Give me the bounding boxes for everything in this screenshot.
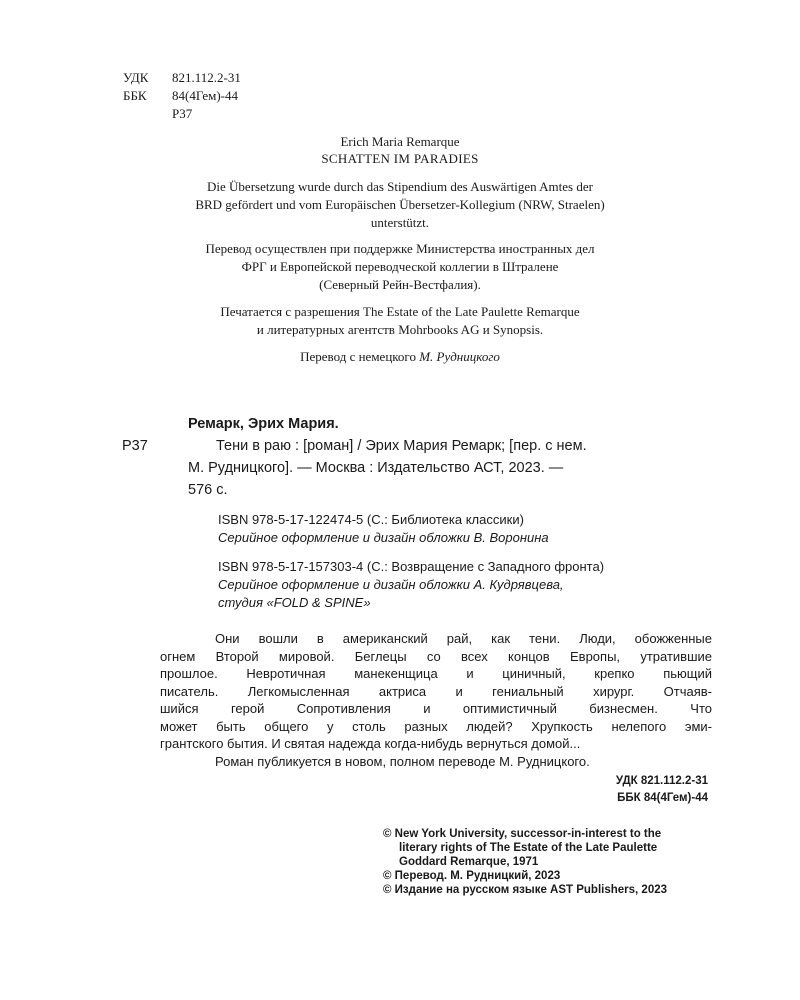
copyright-line: © New York University, successor-in-interest to the xyxy=(383,828,662,840)
copyright-line: Goddard Remarque, 1971 xyxy=(399,856,539,868)
copyright-line: literary rights of The Estate of the Late Paulette xyxy=(399,842,658,854)
entry-heading: Ремарк, Эрих Мария. xyxy=(188,416,339,432)
german-note-line: Die Übersetzung wurde durch das Stipendium des Auswärtigen Amtes der xyxy=(207,179,593,194)
annotation-line: может быть общего у столь разных людей? Хрупкость нелепого эми- xyxy=(160,719,712,734)
permission-line: и литературных агентств Mohrbooks AG и Synopsis. xyxy=(256,322,544,337)
bbk-label: ББК xyxy=(123,88,147,103)
entry-line: 576 с. xyxy=(188,482,228,498)
copyright-line: © Перевод. М. Рудницкий, 2023 xyxy=(383,870,561,882)
translation-credit xyxy=(100,348,700,366)
german-note-line: unterstützt. xyxy=(370,215,430,230)
design-credit: Серийное оформление и дизайн обложки А. Кудрявцева, xyxy=(218,577,564,592)
german-note-line: BRD gefördert und vom Europäischen Übersetzer-Kollegium (NRW, Straelen) xyxy=(195,197,605,212)
translator-name: М. Рудницкого xyxy=(419,349,500,364)
annotation-line: шийся герой Сопротивления и оптимистичный бизнесмен. Что xyxy=(160,701,712,716)
entry-line: М. Рудницкого]. — Москва : Издательство АСТ, 2023. — xyxy=(188,460,564,476)
entry-code: Р37 xyxy=(122,438,148,454)
russian-note-line: (Северный Рейн-Вестфалия). xyxy=(319,277,481,292)
udk-label: УДК xyxy=(123,70,149,85)
translation-prefix: Перевод с немецкого xyxy=(300,349,420,364)
bbk-bottom: ББК 84(4Гем)-44 xyxy=(617,792,708,804)
isbn-line: ISBN 978-5-17-157303-4 (С.: Возвращение с Западного фронта) xyxy=(218,559,605,574)
bbk-value: 84(4Гем)-44 xyxy=(172,88,239,103)
original-author: Erich Maria Remarque xyxy=(340,134,460,149)
udk-value: 821.112.2-31 xyxy=(172,70,241,85)
annotation-line: грантского бытия. И святая надежда когда-нибудь вернуться домой... xyxy=(160,736,581,751)
isbn-line: ISBN 978-5-17-122474-5 (С.: Библиотека классики) xyxy=(218,512,524,527)
author-mark: Р37 xyxy=(172,106,193,121)
entry-line: Тени в раю : [роман] / Эрих Мария Ремарк; [пер. с нем. xyxy=(216,438,587,454)
copyright-line: © Издание на русском языке AST Publishers, 2023 xyxy=(383,884,668,896)
design-credit: студия «FOLD & SPINE» xyxy=(218,595,371,610)
udk-bottom: УДК 821.112.2-31 xyxy=(615,775,708,787)
design-credit: Серийное оформление и дизайн обложки В. Воронина xyxy=(218,530,549,545)
russian-note-line: Перевод осуществлен при поддержке Министерства иностранных дел xyxy=(205,241,595,256)
annotation-line: писатель. Легкомысленная актриса и гениальный хирург. Отчаяв- xyxy=(160,684,712,699)
original-title: SCHATTEN IM PARADIES xyxy=(321,151,479,166)
annotation-line: Роман публикуется в новом, полном переводе М. Рудницкого. xyxy=(215,754,590,769)
permission-line: Печатается с разрешения The Estate of the Late Paulette Remarque xyxy=(220,304,580,319)
annotation-line: Они вошли в американский рай, как тени. Люди, обожженные xyxy=(215,631,712,646)
russian-note-line: ФРГ и Европейской переводческой коллегии в Штралене xyxy=(241,259,559,274)
annotation-line: прошлое. Невротичная манекенщица и циничный, крепко пьющий xyxy=(160,666,712,681)
annotation-line: огнем Второй мировой. Беглецы со всех концов Европы, утратившие xyxy=(160,649,712,664)
